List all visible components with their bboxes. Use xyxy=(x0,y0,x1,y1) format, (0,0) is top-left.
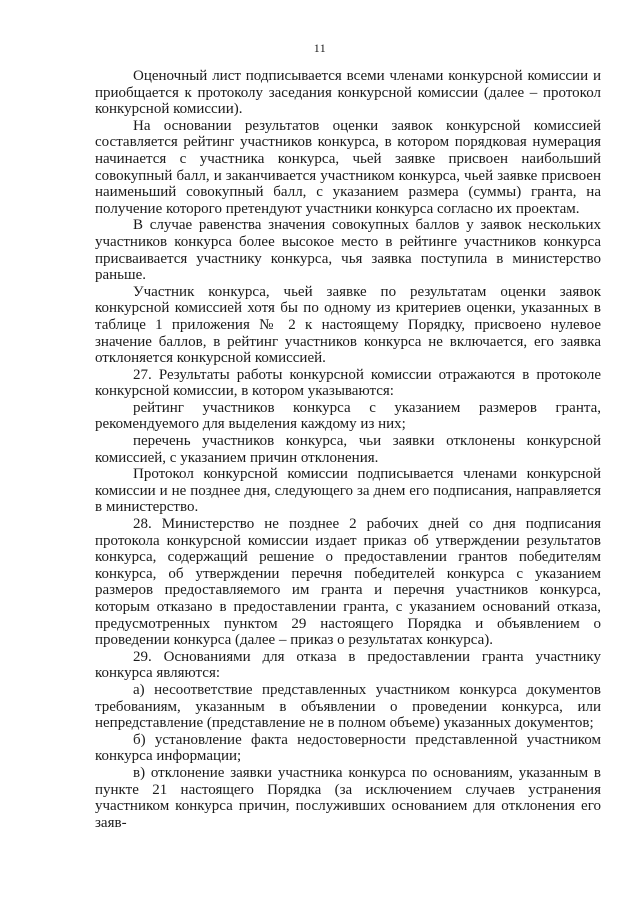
paragraph-reason-c: в) отклонение заявки участника конкурса по основаниям, указанным в пункте 21 настоящего Порядка (за исключением случаев устранения участником конкурса причин, послуживших основанием для отклонения его заяв- xyxy=(95,764,601,831)
paragraph-rejected-list: перечень участников конкурса, чьи заявки отклонены конкурсной комиссией, с указанием причин отклонения. xyxy=(95,433,601,466)
document-body xyxy=(95,68,601,831)
paragraph-item-27: 27. Результаты работы конкурсной комиссии отражаются в протоколе конкурсной комиссии, в котором указываются: xyxy=(95,366,601,400)
page-number: 11 xyxy=(313,41,327,55)
paragraph-protocol-signing: Протокол конкурсной комиссии подписывается членами конкурсной комиссии и не позднее дня, следующего за днем его подписания, направляется в министерство. xyxy=(95,466,601,516)
paragraph-item-28: 28. Министерство не позднее 2 рабочих дней со дня подписания протокола конкурсной комиссии издает приказ об утверждении результатов конкурса, содержащий решение о предоставлении грантов победителям конкурса, об утверждении перечня победителей конкурса с указанием размеров предоставляемого им гранта и перечня участников конкурса, которым отказано в предоставлении гранта, с указанием оснований отказа, предусмотренных пунктом 29 настоящего Порядка и объявлением о проведении конкурса (далее – приказ о результатах конкурса). xyxy=(95,516,601,649)
paragraph-rating-list: рейтинг участников конкурса с указанием размеров гранта, рекомендуемого для выделения каждому из них; xyxy=(95,399,601,433)
paragraph-zero-score: Участник конкурса, чьей заявке по результатам оценки заявок конкурсной комиссией хотя бы по одному из критериев оценки, указанных в таблице 1 приложения № 2 к настоящему Порядку, присвоено нулевое значение баллов, в рейтинг участников конкурса не включается, его заявка отклоняется конкурсной комиссией. xyxy=(95,283,601,367)
paragraph-evaluation-sheet: Оценочный лист подписывается всеми членами конкурсной комиссии и приобщается к протоколу заседания конкурсной комиссии (далее – протокол конкурсной комиссии). xyxy=(95,68,601,118)
paragraph-rating: На основании результатов оценки заявок конкурсной комиссией составляется рейтинг участников конкурса, в котором порядковая нумерация начинается с участника конкурса, чьей заявке присвоен наибольший совокупный балл, и заканчивается участником конкурса, чьей заявке присвоен наименьший совокупный балл, с указанием размера (суммы) гранта, на получение которого претендуют участники конкурса согласно их проектам. xyxy=(95,117,601,217)
paragraph-equal-scores: В случае равенства значения совокупных баллов у заявок нескольких участников конкурса более высокое место в рейтинге участников конкурса присваивается участнику конкурса, чья заявка поступила в министерство раньше. xyxy=(95,217,601,284)
paragraph-item-29: 29. Основаниями для отказа в предоставлении гранта участнику конкурса являются: xyxy=(95,648,601,682)
paragraph-reason-a: а) несоответствие представленных участником конкурса документов требованиям, указанным в объявлении о проведении конкурса, или непредставление (представление не в полном объеме) указанных документов; xyxy=(95,681,601,732)
paragraph-reason-b: б) установление факта недостоверности представленной участником конкурса информации; xyxy=(95,731,601,765)
